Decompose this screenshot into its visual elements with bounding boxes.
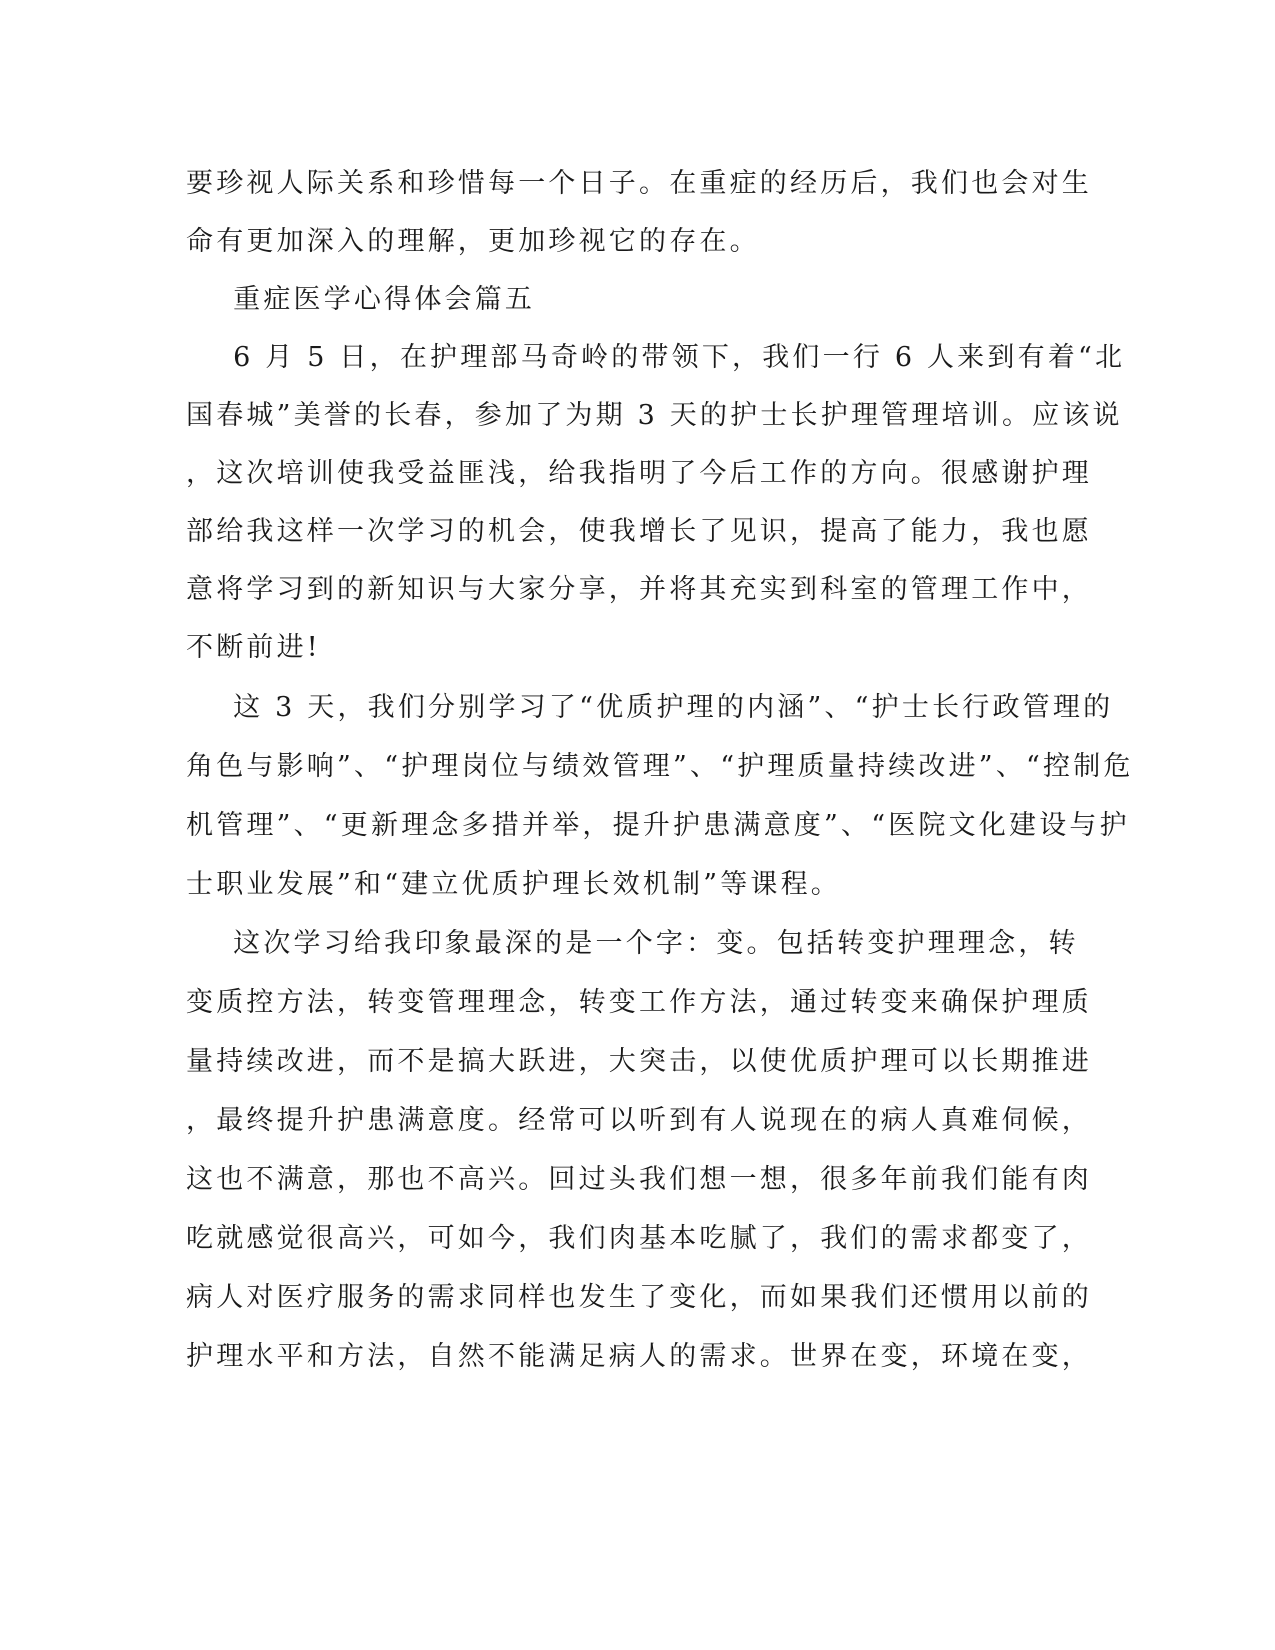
text-line: ，这次培训使我受益匪浅，给我指明了今后工作的方向。很感谢护理 [186,458,1092,489]
text-line: 机管理”、“更新理念多措并举，提升护患满意度”、“医院文化建设与护 [186,810,1130,841]
text-line: 6 月 5 日，在护理部马奇岭的带领下，我们一行 6 人来到有着“北 [186,342,1126,373]
text-line: 量持续改进，而不是搞大跃进，大突击，以使优质护理可以长期推进 [186,1046,1092,1077]
text-line: ，最终提升护患满意度。经常可以听到有人说现在的病人真难伺候， [186,1105,1092,1136]
text-line: 病人对医疗服务的需求同样也发生了变化，而如果我们还惯用以前的 [186,1282,1092,1313]
text-line: 命有更加深入的理解，更加珍视它的存在。 [186,226,760,257]
section-heading: 重症医学心得体会篇五 [186,284,536,315]
text-line: 部给我这样一次学习的机会，使我增长了见识，提高了能力，我也愿 [186,516,1092,547]
text-line: 意将学习到的新知识与大家分享，并将其充实到科室的管理工作中， [186,574,1092,605]
text-line: 变质控方法，转变管理理念，转变工作方法，通过转变来确保护理质 [186,987,1092,1018]
text-line: 不断前进! [186,632,321,663]
text-line: 国春城”美誉的长春，参加了为期 3 天的护士长护理管理培训。应该说 [186,400,1123,431]
text-line: 士职业发展”和“建立优质护理长效机制”等课程。 [186,869,842,900]
text-line: 角色与影响”、“护理岗位与绩效管理”、“护理质量持续改进”、“控制危 [186,751,1134,782]
text-line: 吃就感觉很高兴，可如今，我们肉基本吃腻了，我们的需求都变了， [186,1223,1092,1254]
text-line: 护理水平和方法，自然不能满足病人的需求。世界在变，环境在变， [186,1341,1092,1372]
text-line: 要珍视人际关系和珍惜每一个日子。在重症的经历后，我们也会对生 [186,168,1092,199]
text-line: 这也不满意，那也不高兴。回过头我们想一想，很多年前我们能有肉 [186,1164,1092,1195]
text-line: 这次学习给我印象最深的是一个字：变。包括转变护理理念，转 [186,928,1079,959]
text-line: 这 3 天，我们分别学习了“优质护理的内涵”、“护士长行政管理的 [186,692,1114,723]
